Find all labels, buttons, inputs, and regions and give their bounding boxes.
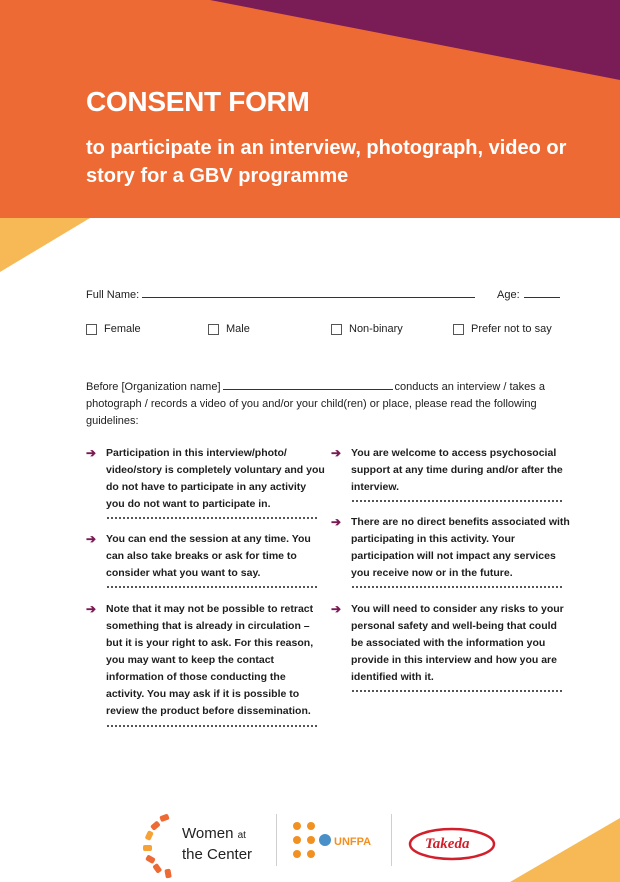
unfpa-logo-icon bbox=[293, 822, 331, 858]
arrow-icon: ➔ bbox=[86, 446, 97, 460]
women-at-the-center-logo-icon bbox=[143, 813, 172, 878]
logo-divider bbox=[391, 814, 392, 866]
checkbox-label-male: Male bbox=[226, 323, 250, 335]
arrow-icon: ➔ bbox=[331, 515, 342, 529]
wac-line2: the Center bbox=[182, 846, 253, 863]
guideline-text: Participation in this interview/photo/ video/story is completely voluntary and you do not have to participate in any activity you do not want to participate in. bbox=[106, 447, 325, 510]
guideline-text: You can end the session at any time. You can also take breaks or ask for time to consider what you want to say. bbox=[106, 533, 311, 579]
guideline-text: You will need to consider any risks to your personal safety and well-being that could be associated with the information you provide in this interview and how you are identified with it. bbox=[351, 603, 564, 683]
intro-after: conducts an interview / takes a photograph / records a video of you and/or your child(ren) or place, please read the following guidelines: bbox=[86, 381, 545, 427]
checkbox-label-prefer-not-to-say: Prefer not to say bbox=[471, 323, 552, 335]
age-label: Age: bbox=[497, 289, 520, 301]
intro-before: Before [Organization name] bbox=[86, 381, 221, 393]
arrow-icon: ➔ bbox=[86, 602, 97, 616]
checkbox-label-female: Female bbox=[104, 323, 141, 335]
wac-at: at bbox=[237, 830, 246, 841]
arrow-icon: ➔ bbox=[331, 602, 342, 616]
arrow-icon: ➔ bbox=[86, 532, 97, 546]
wac-line1: Women bbox=[182, 825, 234, 842]
guideline-text: You are welcome to access psychosocial support at any time during and/or after the interview. bbox=[351, 447, 563, 493]
logo-divider bbox=[276, 814, 277, 866]
women-at-the-center-logo-text bbox=[182, 824, 252, 864]
unfpa-logo-text: UNFPA bbox=[334, 836, 372, 848]
full-name-label: Full Name: bbox=[86, 289, 140, 301]
takeda-logo-text: Takeda bbox=[425, 836, 470, 852]
checkbox-label-non-binary: Non-binary bbox=[349, 323, 403, 335]
form-title: CONSENT FORM bbox=[86, 86, 310, 117]
form-subtitle: to participate in an interview, photograph, video or story for a GBV programme bbox=[86, 137, 567, 187]
guideline-text: There are no direct benefits associated with participating in this activity. Your participation will not impact any services you receive now or in the future. bbox=[351, 516, 570, 579]
arrow-icon: ➔ bbox=[331, 446, 342, 460]
guideline-text: Note that it may not be possible to retract something that is already in circulation – but it is your right to ask. For this reason, you may want to keep the contact information of those conducting the activity. You may ask if it is possible to review the product before dissemination. bbox=[106, 603, 314, 717]
